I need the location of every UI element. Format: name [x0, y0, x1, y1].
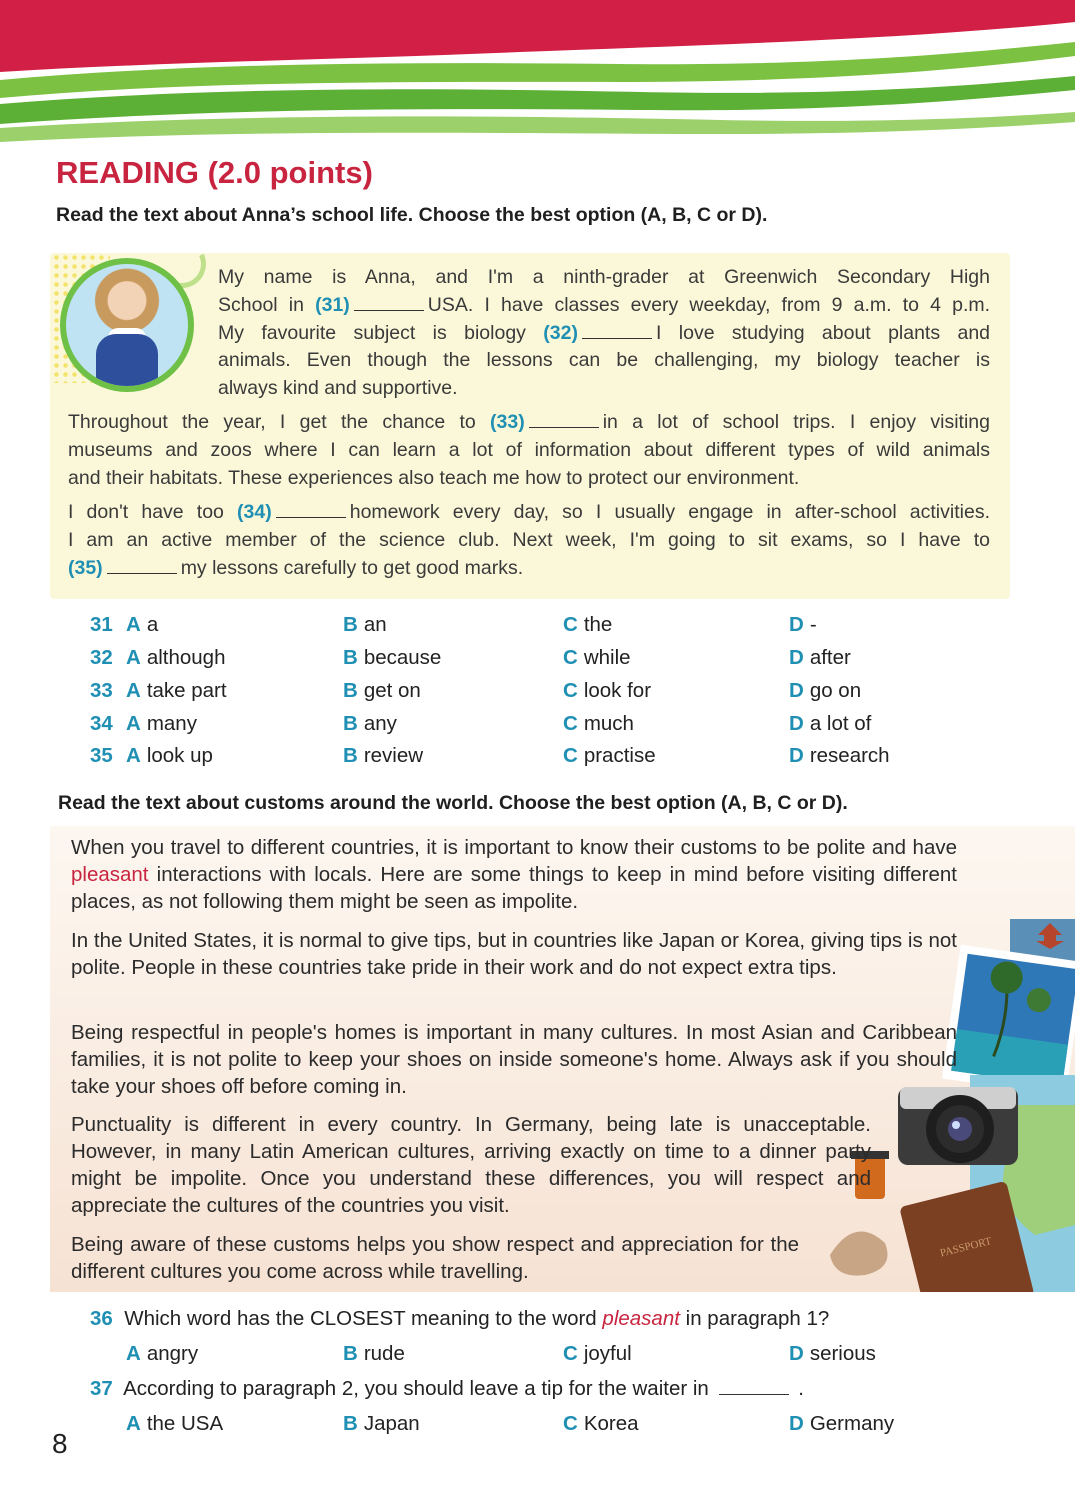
passage2-paragraph4: Punctuality is different in every country. In Germany, being late is unacceptable. However, in many Latin American cultures, arriving exactly on time to a dinner party might be impolite. Once you understand these differences, you will respect and appreciate the cultures of the countries you visit. — [71, 1113, 871, 1217]
option-letter: D — [789, 679, 804, 702]
answer-option[interactable]: A a — [126, 613, 159, 636]
answer-option[interactable]: D after — [789, 646, 851, 669]
answer-option[interactable]: B rude — [343, 1342, 405, 1365]
answer-option[interactable]: A although — [126, 646, 226, 669]
answer-option[interactable]: B any — [343, 712, 397, 735]
answer-option[interactable]: A take part — [126, 679, 227, 702]
passage1-line: Throughout the year, I get the chance to (33) in a lot of school trips. I enjoy visiting — [68, 411, 990, 433]
option-letter: C — [563, 712, 578, 735]
instruction-part2: Read the text about customs around the world. Choose the best option (A, B, C or D). — [58, 792, 848, 814]
option-letter: B — [343, 712, 358, 735]
option-letter: C — [563, 1412, 578, 1435]
option-letter: B — [343, 679, 358, 702]
answer-option[interactable]: D serious — [789, 1342, 876, 1365]
option-letter: A — [126, 613, 141, 636]
option-letter: B — [343, 1412, 358, 1435]
option-letter: D — [789, 646, 804, 669]
gap-35: (35) — [68, 557, 103, 579]
option-letter: C — [563, 1342, 578, 1365]
passage1-line: animals. Even though the lessons can be challenging, my biology teacher is — [218, 349, 990, 371]
seashell — [830, 1231, 888, 1275]
option-letter: D — [789, 712, 804, 735]
option-letter: B — [343, 744, 358, 767]
photo-beach — [942, 945, 1075, 1096]
answer-option[interactable]: D - — [789, 613, 817, 636]
gap-33: (33) — [490, 411, 525, 433]
passport-label: PASSPORT — [938, 1235, 993, 1260]
question-number: 32 — [90, 646, 113, 669]
header-banner — [0, 0, 1075, 150]
passage1-line: always kind and supportive. — [218, 377, 458, 399]
answer-option[interactable]: B review — [343, 744, 424, 767]
question-36: 36 Which word has the CLOSEST meaning to the word pleasant in paragraph 1? — [90, 1307, 830, 1330]
option-letter: D — [789, 1412, 804, 1435]
answer-option[interactable]: D a lot of — [789, 712, 872, 735]
answer-option[interactable]: C much — [563, 712, 634, 735]
answer-option[interactable]: D research — [789, 744, 890, 767]
passage1-line: (35) my lessons carefully to get good marks. — [68, 557, 524, 579]
option-letter: A — [126, 744, 141, 767]
passage2-paragraph2: In the United States, it is normal to give tips, but in countries like Japan or Korea, giving tips is not polite. People in these countries take pride in their work and do not expect extra tips. — [71, 929, 957, 979]
answer-blank — [276, 503, 346, 518]
passage1-line: School in (31) USA. I have classes every weekday, from 9 a.m. to 4 p.m. — [218, 294, 991, 316]
answer-option[interactable]: A angry — [126, 1342, 199, 1365]
question-number: 33 — [90, 679, 113, 702]
answer-option[interactable]: C while — [563, 646, 631, 669]
passage1-line: My favourite subject is biology (32) I love studying about plants and — [218, 322, 991, 344]
option-letter: A — [126, 679, 141, 702]
answer-blank — [107, 559, 177, 574]
passage1-line: I don't have too (34) homework every day, so I usually engage in after-school activities. — [68, 501, 990, 523]
option-letter: B — [343, 613, 358, 636]
option-letter: D — [789, 1342, 804, 1365]
answer-option[interactable]: A many — [126, 712, 197, 735]
option-letter: B — [343, 1342, 358, 1365]
question-number: 35 — [90, 744, 113, 767]
option-letter: A — [126, 646, 141, 669]
passage1-line: museums and zoos where I can learn a lot of information about different types of wild animals — [68, 439, 990, 461]
option-letter: D — [789, 744, 804, 767]
answer-option[interactable]: B get on — [343, 679, 421, 702]
instruction-part1: Read the text about Anna’s school life. Choose the best option (A, B, C or D). — [56, 204, 768, 226]
gap-34: (34) — [237, 501, 272, 523]
highlight-pleasant: pleasant — [71, 863, 149, 886]
question-number: 31 — [90, 613, 113, 636]
answer-option[interactable]: B Japan — [343, 1412, 420, 1435]
answer-option[interactable]: B an — [343, 613, 387, 636]
question-37: 37 According to paragraph 2, you should leave a tip for the waiter in . — [90, 1377, 804, 1400]
answer-blank — [719, 1380, 789, 1395]
option-letter: C — [563, 613, 578, 636]
option-letter: B — [343, 646, 358, 669]
answer-blank — [582, 324, 652, 339]
anna-avatar — [66, 264, 188, 386]
option-letter: C — [563, 744, 578, 767]
answer-option[interactable]: C practise — [563, 744, 656, 767]
option-letter: C — [563, 646, 578, 669]
question-number: 34 — [90, 712, 113, 735]
passage2-paragraph1: When you travel to different countries, it is important to know their customs to be polite and have pleasant interactions with locals. Here are some things to keep in mind before visiting different places, as not following them might be seen as impolite. — [71, 836, 958, 913]
option-letter: A — [126, 1342, 141, 1365]
gap-32: (32) — [543, 322, 578, 344]
answer-option[interactable]: B because — [343, 646, 442, 669]
answer-blank — [354, 296, 424, 311]
answer-option[interactable]: C joyful — [563, 1342, 632, 1365]
passage1-line: and their habitats. These experiences also teach me how to protect our environment. — [68, 467, 800, 489]
passage2-paragraph5: Being aware of these customs helps you show respect and appreciation for the different cultures you come across while travelling. — [71, 1233, 799, 1283]
option-letter: A — [126, 1412, 141, 1435]
answer-option[interactable]: D Germany — [789, 1412, 895, 1435]
answer-option[interactable]: C look for — [563, 679, 652, 702]
option-letter: C — [563, 679, 578, 702]
answer-option[interactable]: C Korea — [563, 1412, 639, 1435]
passage1-line: My name is Anna, and I'm a ninth-grader at Greenwich Secondary High — [218, 266, 990, 288]
passage1-line: I am an active member of the science club. Next week, I'm going to sit exams, so I have to — [68, 529, 990, 551]
option-letter: D — [789, 613, 804, 636]
passage2-paragraph3: Being respectful in people's homes is important in many cultures. In most Asian and Caribbean families, it is not polite to keep your shoes on inside someone's home. Always ask if you should take your shoes off before coming in. — [71, 1021, 957, 1098]
answer-option[interactable]: C the — [563, 613, 613, 636]
answer-option[interactable]: A look up — [126, 744, 213, 767]
answer-blank — [529, 413, 599, 428]
option-letter: A — [126, 712, 141, 735]
answer-option[interactable]: A the USA — [126, 1412, 224, 1435]
page-number: 8 — [52, 1428, 68, 1459]
gap-31: (31) — [315, 294, 350, 316]
answer-option[interactable]: D go on — [789, 679, 862, 702]
section-title: READING (2.0 points) — [56, 155, 373, 190]
